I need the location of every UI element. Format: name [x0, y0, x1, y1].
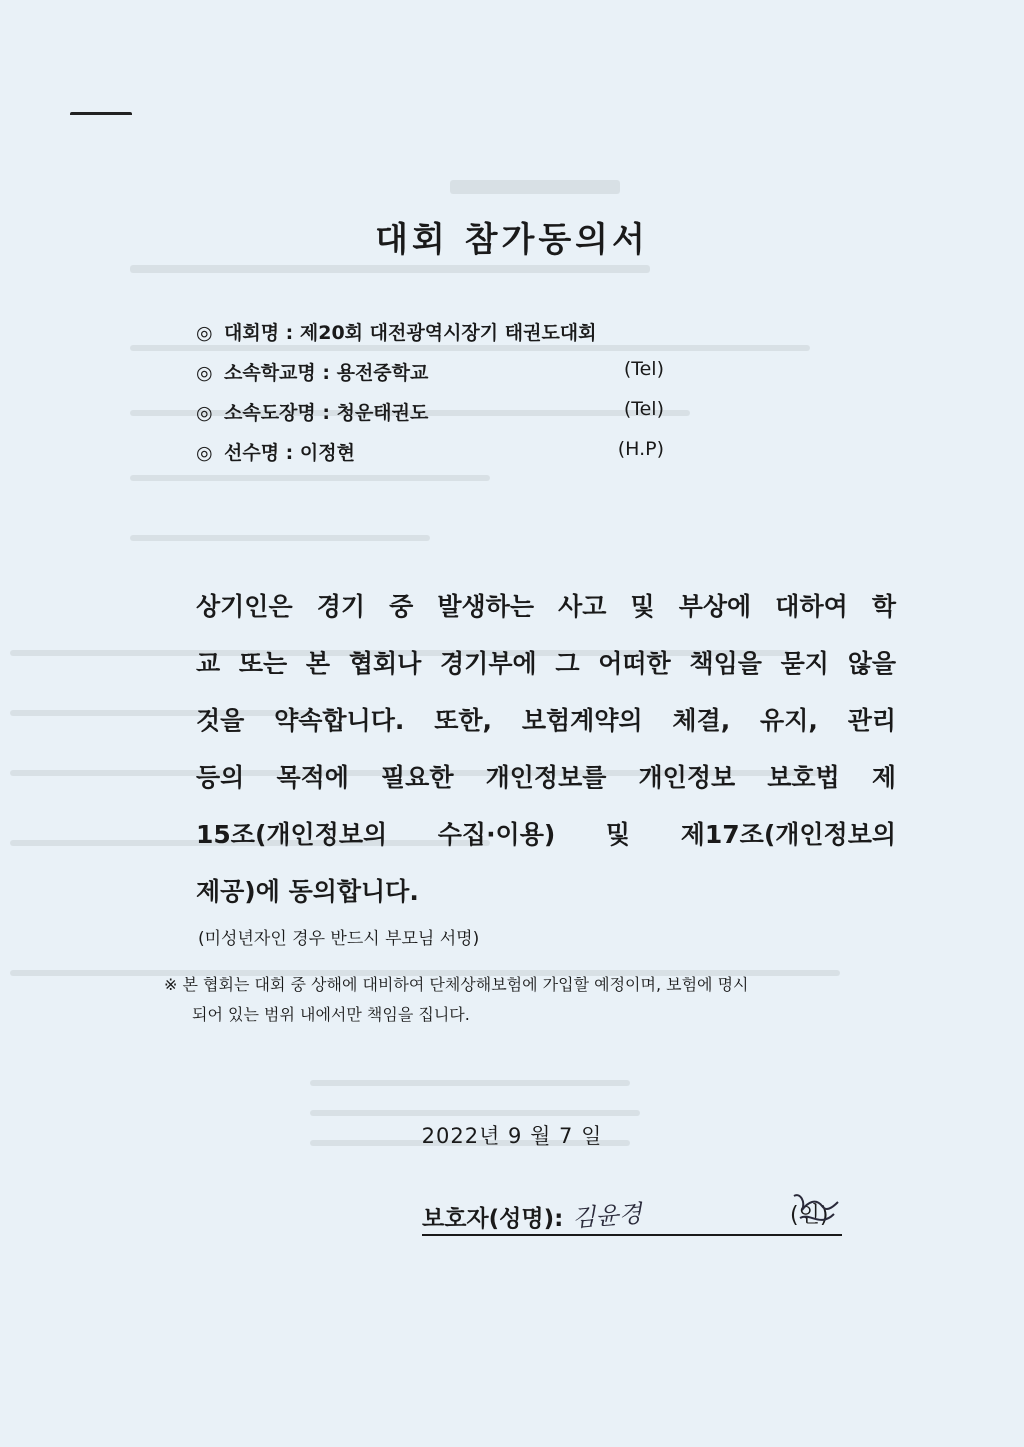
guardian-signature-line: [422, 1194, 842, 1236]
bullet-icon: ◎: [196, 362, 213, 384]
info-row-competition: [196, 318, 676, 348]
info-text: 소속학교명 : 용전중학교: [224, 362, 429, 384]
info-tag: (Tel): [623, 358, 664, 380]
insurance-note-line: 되어 있는 범위 내에서만 책임을 집니다.: [192, 1005, 470, 1024]
signing-date: 2022년 9 월 7 일: [421, 1124, 603, 1148]
info-tag: (H.P): [617, 438, 664, 460]
info-text: 선수명 : 이정현: [224, 442, 355, 464]
bullet-icon: ◎: [196, 442, 213, 464]
info-row-dojang: [196, 398, 676, 428]
guardian-handwritten-name: 김윤경: [571, 1199, 643, 1233]
document-title: 대회 참가동의서: [375, 220, 649, 260]
info-row-athlete: [196, 438, 676, 468]
consent-line: 상기인은 경기 중 발생하는 사고 및 부상에 대하여 학: [196, 592, 896, 621]
seal-text: (인): [790, 1203, 829, 1228]
info-row-school: [196, 358, 676, 388]
bullet-icon: ◎: [196, 402, 213, 424]
consent-line: 15조(개인정보의 수집·이용) 및 제17조(개인정보의: [196, 820, 896, 849]
bullet-icon: ◎: [196, 322, 213, 344]
info-text: 대회명 : 제20회 대전광역시장기 태권도대회: [224, 322, 597, 344]
consent-statement: [196, 578, 896, 920]
insurance-note-line: ※ 본 협회는 대회 중 상해에 대비하여 단체상해보험에 가입할 예정이며, 보험에 명시: [164, 975, 749, 994]
info-tag: (Tel): [623, 398, 664, 420]
staple-mark: [70, 112, 132, 120]
consent-line: 등의 목적에 필요한 개인정보를 개인정보 보호법 제: [196, 763, 896, 792]
consent-line: 제공)에 동의합니다.: [196, 877, 419, 906]
minor-signature-note: (미성년자인 경우 반드시 부모님 서명): [198, 929, 480, 949]
seal-signature-icon: [786, 1188, 846, 1232]
guardian-label: 보호자(성명):: [422, 1206, 564, 1232]
consent-line: 교 또는 본 협회나 경기부에 그 어떠한 책임을 묻지 않을: [196, 649, 896, 678]
info-text: 소속도장명 : 청운태권도: [224, 402, 429, 424]
consent-line: 것을 약속합니다. 또한, 보험계약의 체결, 유지, 관리: [196, 706, 896, 735]
insurance-note: [164, 970, 934, 1030]
